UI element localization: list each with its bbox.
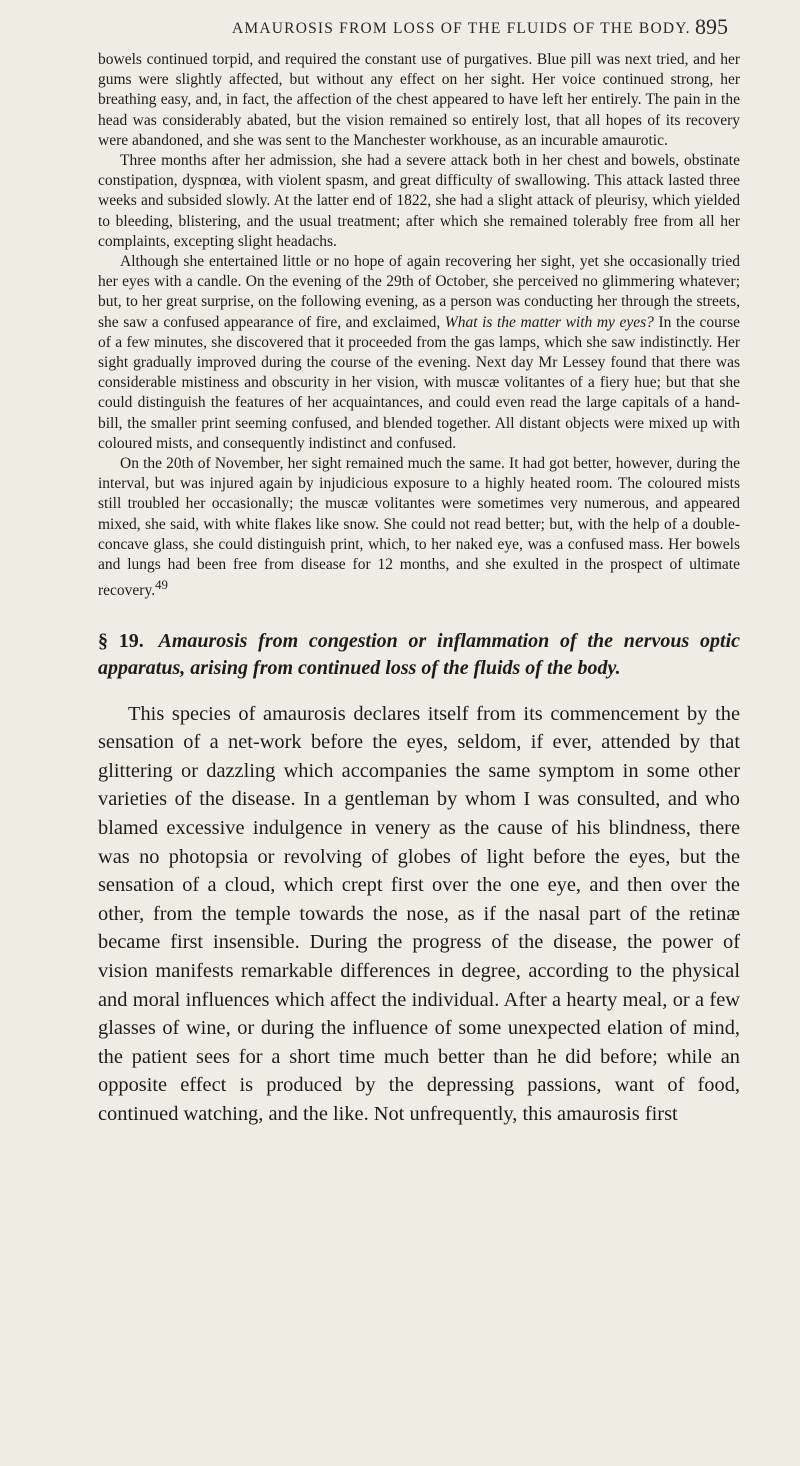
case-history bbox=[98, 50, 740, 602]
case-paragraph-4-text: On the 20th of November, her sight remained much the same. It had got better, however, during the interval, but was injured again by injudicious exposure to a highly heated room. The coloured mists still troubled her occasionally; the muscæ volitantes were sometimes very numerous, and appeared mixed, she said, with white flakes like snow. She could not read better; but, with the help of a double-concave glass, she could distinguish print, which, to her naked eye, was a confused mass. Her bowels and lungs had been free from disease for 12 months, and she exulted in the prospect of ultimate recovery. bbox=[98, 455, 740, 600]
page-number: 895 bbox=[695, 14, 728, 39]
section-body bbox=[98, 700, 740, 1129]
body-paragraph: This species of amaurosis declares itself from its commencement by the sensation of a net-work before the eyes, seldom, if ever, attended by that glittering or dazzling which accompanies the same symptom in some other varieties of the disease. In a gentleman by whom I was consulted, and who blamed excessive indulgence in venery as the cause of his blindness, there was no photopsia or revolving of globes of light before the eyes, but the sensation of a cloud, which crept first over the one eye, and then over the other, from the temple towards the nose, as if the nasal part of the retinæ became first insensible. During the progress of the disease, the power of vision manifests remarkable differences in degree, according to the physical and moral influences which affect the individual. After a hearty meal, or a few glasses of wine, or during the influence of some unexpected elation of mind, the patient sees for a short time much better than he did before; while an opposite effect is produced by the depressing passions, want of food, continued watching, and the like. Not unfrequently, this amaurosis first bbox=[98, 702, 740, 1125]
running-head-title: AMAUROSIS FROM LOSS OF THE FLUIDS OF THE BODY. bbox=[232, 20, 691, 37]
section-heading bbox=[98, 628, 740, 682]
running-head bbox=[98, 0, 740, 50]
case-paragraph-3 bbox=[98, 252, 740, 454]
case-paragraph-3-quote: What is the matter with my eyes? bbox=[444, 313, 654, 331]
section-number: § 19. bbox=[98, 629, 144, 652]
case-paragraph-1: bowels continued torpid, and required the constant use of purgatives. Blue pill was next tried, and her gums were slightly affected, but without any effect on her sight. Her voice continued strong, her breathing easy, and, in fact, the affection of the chest appeared to have left her entirely. The pain in the head was considerably abated, but the vision remained so entirely lost, that all hopes of its recovery were abandoned, and she was sent to the Manchester workhouse, as an incurable amaurotic. bbox=[98, 51, 740, 149]
footnote-marker: 49 bbox=[155, 577, 168, 593]
case-paragraph-3-text-b: In the course of a few minutes, she discovered that it proceeded from the gas lamps, which she saw indistinctly. Her sight gradually improved during the course of the evening. Next day Mr Lessey found that there was considerable mistiness and obscurity in her vision, with muscæ volitantes of a fiery hue; but that she could distinguish the features of her acquaintances, and could even read the large capitals of a hand-bill, the smaller print seeming confused, and blended together. All distant objects were mixed up with coloured mists, and consequently indistinct and confused. bbox=[98, 313, 740, 452]
case-paragraph-3-text-a: Although she entertained little or no hope of again recovering her sight, yet she occasionally tried her eyes with a candle. On the evening of the 29th of October, she perceived no glimmering whatever; but, to her great surprise, on the following evening, as a person was conducting her through the streets, she saw a confused appearance of fire, and exclaimed, bbox=[98, 253, 740, 331]
case-paragraph-4 bbox=[98, 454, 740, 602]
case-paragraph-2: Three months after her admission, she had a severe attack both in her chest and bowels, obstinate constipation, dyspnœa, with violent spasm, and great difficulty of swallowing. This attack lasted three weeks and subsided slowly. At the latter end of 1822, she had a slight attack of pleurisy, which yielded to bleeding, blistering, and the usual treatment; after which she remained tolerably free from all her complaints, excepting slight headachs. bbox=[98, 152, 740, 250]
section-title: Amaurosis from congestion or inflammation of the nervous optic apparatus, arising from continued loss of the fluids of the body. bbox=[98, 629, 741, 679]
